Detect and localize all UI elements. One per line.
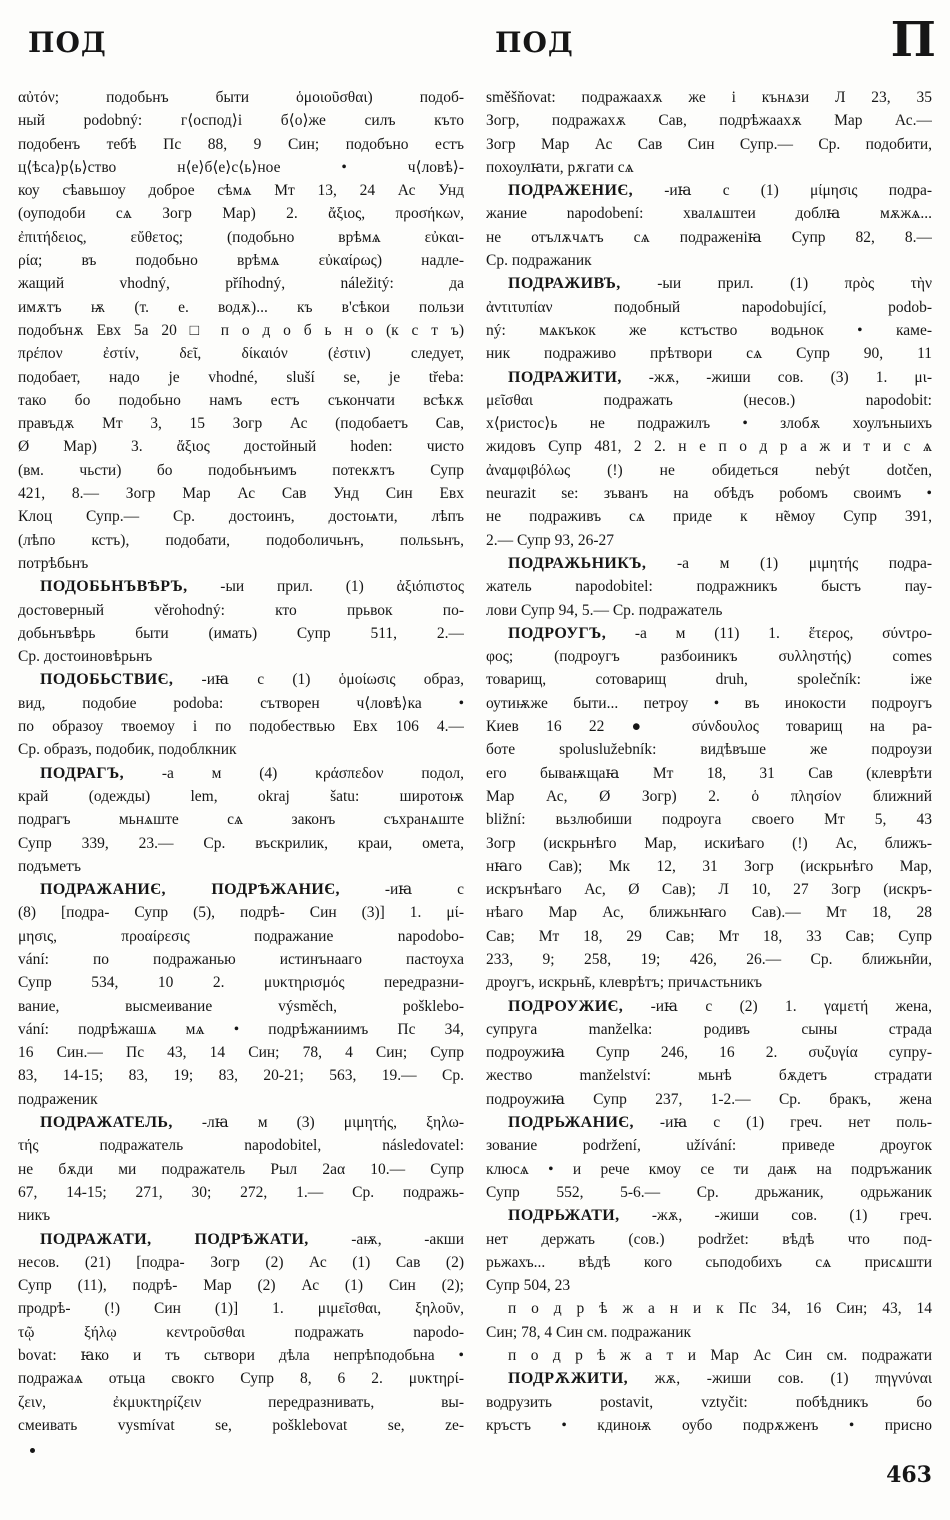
headword: ПОДРАЖЕНИЄ, — [508, 182, 634, 200]
text-line: подрагъ мьнѧште сѧ законъ съхранѧште — [18, 811, 464, 829]
text-line: жатель napodobitel: подражникъ быстъ пау- — [486, 578, 932, 596]
text-line: не отълѫчѧтъ сѧ подраженіꙗ Супр 82, 8.— — [486, 228, 932, 246]
text-line: πρέπον ἐστίν, δεῖ, δίκαιόν (ἐστιν) следует, — [18, 345, 464, 363]
text-line: достоверный věrohodný: кто прьвок по- — [18, 601, 464, 619]
text-line: ζειν, ἐκμυκτηρίζειν передразнивать, вы- — [18, 1393, 464, 1411]
text-line: Зогр, подражахѫ Сав, подрѣжаахѫ Мар Ас.— — [486, 112, 932, 130]
headword: ПОДРАГЪ, — [40, 764, 125, 782]
text-line: Супр (11), подрѣ- Мар (2) Ас (1) Син (2); — [18, 1277, 464, 1295]
entry-headword-line: ПОДРОУГЪ, -а м (11) 1. ἕτερος, σύντρο- — [508, 624, 932, 642]
text-line: ἀντιτυπίαν подобный napodobující, podob- — [486, 298, 932, 316]
page-number: 463 — [886, 1462, 932, 1488]
text-line: не подраживъ сѧ приде к н̃емоу Супр 391, — [486, 508, 932, 526]
text-line: Зогр (искрьнѣго Мар, искиѣаго (!) Ас, ближъ- — [486, 834, 932, 852]
headword: ПОДРЬЖАТИ, — [508, 1207, 620, 1225]
text-line: п о д р ѣ ж а т и Мар Ас Син см. подражати — [508, 1347, 932, 1365]
text-line: кръстъ • кдиноѭ оубо подрѫженъ • присно — [486, 1416, 932, 1434]
text-line: товарищ, сотоварищ druh, společník: іже — [486, 671, 932, 689]
text-line: похоулꙗти, рѫгати сѧ — [486, 158, 634, 176]
text-line: дроугъ, искрьн̃ь, клеврѣтъ; причѧстьникъ — [486, 974, 763, 992]
text-line: подроужиꙗ Супр 246, 16 2. συζυγία супру- — [486, 1044, 932, 1062]
text-line: Ср. образъ, подобик, подоблкник — [18, 741, 237, 759]
text-column-right — [486, 86, 932, 1437]
entry-headword-line: ПОДОБЬНЪВѢРЪ, -ыи прил. (1) ἀξιόπιστος — [40, 578, 464, 596]
text-line: směšňovat: подражаахѫ же і кънѧзи Л 23, 35 — [486, 89, 932, 106]
text-line: рьжахъ... вѣдѣ кого сьподобихъ сѧ присѧшти — [486, 1253, 932, 1271]
text-line: нет держать (сов.) podržet: вѣдѣ что под- — [486, 1230, 932, 1248]
running-title-left: ПОД — [28, 26, 107, 59]
text-line: Зогр Мар Ас Сав Син Супр.— Ср. подобити, — [486, 135, 932, 153]
text-line: 83, 14-15; 83, 19; 83, 20-21; 563, 19.— Ср. — [18, 1067, 464, 1085]
headword: ПОДРѪЖИТИ, — [508, 1370, 629, 1388]
text-line: искрънѣаго Ас, Ø Сав); Л 10, 27 Зогр (искръ- — [486, 881, 932, 899]
text-line: (8) [подра- Супр (5), подрѣ- Син (3)] 1. μί- — [18, 904, 464, 922]
text-line: 233, 9; 258, 19; 426, 26.— Ср. ближьн̃ии, — [486, 950, 932, 968]
entry-headword-line: ПОДРАЖИВЪ, -ыи прил. (1) πρὸς τὴν — [508, 275, 932, 293]
text-line: ἀναμφιβόλως (!) не обидеться nebýt dotčen, — [486, 461, 932, 479]
entry-headword-line: ПОДРАЖЬНИКЪ, -а м (1) μιμητής подра- — [508, 554, 932, 572]
headword: ПОДОБЬНЪВѢРЪ, — [40, 578, 188, 596]
text-line: bližní: вьзлюбиши подроуга своего Мт 5, 43 — [486, 811, 932, 829]
text-line: потрѣбьнъ — [18, 554, 89, 572]
text-line: ц⟨ѣса⟩р⟨ь⟩ство н⟨е⟩б⟨е⟩с⟨ь⟩ное • ч⟨ловѣ⟩- — [18, 158, 464, 176]
headword: ПОДРАЖИВЪ, — [508, 275, 621, 293]
headword: ПОДРАЖАНИЄ, ПОДРѢЖАНИЄ, — [40, 881, 340, 899]
text-line: никъ — [18, 1207, 51, 1225]
text-line: добьнъвѣрь быти (имать) Супр 511, 2.— — [18, 624, 464, 642]
text-line: край (одежды) lem, okraj šatu: широтоѭ — [18, 787, 464, 805]
text-line: (лѣпо кстъ), подобати, подоболичьнъ, польѕьнъ, — [18, 531, 464, 549]
text-line: нѣаго Мар Ас, ближьнꙗго Сав).— Мт 18, 28 — [486, 904, 932, 922]
text-line: подражаѧ отьца свокго Супр 8, 6 2. μυκτηρί- — [18, 1370, 464, 1388]
entry-headword-line: ПОДРАЖАТИ, ПОДРѢЖАТИ, -аѭ, -акши — [40, 1230, 464, 1248]
text-line: подобънѫ Евх 5а 20 □ п о д о б ь н о (к с т ъ) — [18, 321, 464, 339]
text-column-left — [18, 86, 464, 1437]
text-line: 2.— Супр 93, 26-27 — [486, 531, 615, 549]
text-line: подобенъ тебѣ Пс 88, 9 Син; подобъно естъ — [18, 135, 464, 153]
text-line: Син; 78, 4 Син см. подражаник — [486, 1323, 692, 1341]
text-line: μεῖσθαι подражать (несов.) napodobit: — [486, 391, 932, 409]
text-line: продрѣ- (!) Син (1)] 1. μιμεῖσθαι, ξηλοῦν, — [18, 1300, 464, 1318]
text-line: Киев 16 22 ● σύνδουλος товарищ на ра- — [486, 718, 932, 736]
ink-dot-artifact — [30, 1448, 35, 1453]
headword: ПОДОБЬСТВИЄ, — [40, 671, 174, 689]
text-line: ник подраживо прѣтвори сѧ Супр 90, 11 — [486, 345, 932, 363]
text-line: Сав; Мт 18, 29 Сав; Мт 18, 33 Сав; Супр — [486, 927, 932, 945]
text-line: Супр 552, 5-6.— Ср. дрьжаник, одрьжаник — [486, 1183, 932, 1201]
text-line: Супр 339, 23.— Ср. въскрилик, краи, омета, — [18, 834, 464, 852]
text-line: не бѫди ми подражатель Рыл 2аα 10.— Супр — [18, 1160, 464, 1178]
text-line: Ср. подражаник — [486, 252, 592, 270]
text-line: боте spoluslužebník: видѣвъше же подроузи — [486, 741, 932, 759]
entry-headword-line: ПОДРЬЖАНИЄ, -иꙗ с (1) греч. нет поль- — [508, 1114, 932, 1132]
entry-headword-line: ПОДРАГЪ, -а м (4) κράσπεδον подол, — [40, 764, 464, 782]
text-line: вид, подобие podoba: сътворен ч⟨ловѣ⟩ка • — [18, 694, 464, 712]
text-line: супруга manželka: родивъ сыны страда — [486, 1020, 932, 1038]
text-line: жащий vhodný, příhodný, náležitý: да — [18, 275, 464, 293]
text-line: Супр 504, 23 — [486, 1277, 571, 1295]
text-line: имѫтъ ѭ (т. е. водѫ)... къ в'сѣкои пользи — [18, 298, 464, 316]
text-line: п о д р ѣ ж а н и к Пс 34, 16 Син; 43, 14 — [508, 1300, 932, 1318]
text-line: (оуподоби сѧ Зогр Мар) 2. ἄξιος, προσήκων, — [18, 205, 464, 223]
text-line: подраженик — [18, 1090, 98, 1108]
entry-headword-line: ПОДРЬЖАТИ, -жѫ, -жиши сов. (1) греч. — [508, 1207, 932, 1225]
text-line: смеивать vysmívat se, pošklebovat se, ze- — [18, 1416, 464, 1434]
text-line: ный podobný: г⟨оспод⟩і б⟨о⟩же силъ къто — [18, 112, 464, 130]
headword: ПОДРОУЖИЄ, — [508, 997, 624, 1015]
text-line: ný: мѧкъкок же кстъство водьнок • каме- — [486, 321, 932, 339]
text-line: vání: подрѣжашѧ мѧ • подрѣжаниимъ Пс 34, — [18, 1020, 464, 1038]
entry-headword-line: ПОДРАЖАТЕЛЬ, -лꙗ м (3) μιμητής, ξηλω- — [40, 1114, 464, 1132]
text-line: vání: по подражанью истинънааго пастоуха — [18, 950, 464, 968]
text-line: коу сѣавьшоу доброе сѣмѧ Мт 13, 24 Ас Унд — [18, 182, 464, 200]
entry-headword-line: ПОДРАЖИТИ, -жѫ, -жиши сов. (3) 1. μι- — [508, 368, 932, 386]
text-line: Ср. достоиновѣрьнъ — [18, 648, 153, 666]
text-line: правъдѫ Мт 3, 15 Зогр Ас (подобаетъ Сав, — [18, 415, 464, 433]
entry-headword-line: ПОДРѪЖИТИ, жѫ, -жиши сов. (1) πηγνύναι — [508, 1370, 932, 1388]
text-line: жидовъ Супр 481, 2 2. н е п о д р а ж и т и с ѧ — [486, 438, 932, 456]
text-line: его бываѭщаꙗ Мт 18, 31 Сав (клеврѣти — [486, 764, 932, 782]
text-line: тако бо подобьно намъ естъ съкончати всѣкѫ — [18, 391, 464, 409]
text-line: 421, 8.— Зогр Мар Ас Сав Унд Син Евх — [18, 485, 464, 503]
text-line: bovat: ꙗко и тъ сьтвори дѣла непрѣподобьна • — [18, 1347, 464, 1365]
text-line: по образоу твоемоу і по подобествью Евх 106 4.— — [18, 718, 464, 736]
text-line: подроужиꙗ Супр 237, 1-2.— Ср. бракъ, жена — [486, 1090, 932, 1108]
text-line: Супр 534, 10 2. μυκτηρισμός передразни- — [18, 974, 464, 992]
text-line: 67, 14-15; 271, 30; 272, 1.— Ср. подражь- — [18, 1183, 464, 1201]
text-line: вание, высмеивание výsměch, pošklebo- — [18, 997, 464, 1015]
text-line: τής подражатель napodobitel, následovatel: — [18, 1137, 464, 1155]
text-line: αὐτόν; подобьнъ быти ὁμοιοῦσθαι) подоб- — [18, 89, 464, 106]
text-line: Клоц Супр.— Ср. достоинъ, достоѩти, лѣпъ — [18, 508, 464, 526]
text-line: ρία; въ подобьно врѣмѧ εὐκαίρως) надле- — [18, 252, 464, 270]
text-line: оутиѭже быти... петроу • въ инокости подроугъ — [486, 694, 932, 712]
entry-headword-line: ПОДРОУЖИЄ, -иꙗ с (2) 1. γαμετή жена, — [508, 997, 932, 1015]
text-line: μησις, προαίρεσις подражание napodobo- — [18, 927, 464, 945]
headword: ПОДРАЖИТИ, — [508, 368, 622, 386]
headword: ПОДРЬЖАНИЄ, — [508, 1114, 634, 1132]
text-line: Ø Мар) 3. ἄξιος достойный hoden: чисто — [18, 438, 464, 456]
headword: ПОДРАЖЬНИКЪ, — [508, 554, 647, 572]
text-line: несов. (21) [подра- Зогр (2) Ас (1) Сав (2) — [18, 1253, 464, 1271]
text-line: 16 Син.— Пс 43, 14 Син; 78, 4 Син; Супр — [18, 1044, 464, 1062]
text-line: Мар Ас, Ø Зогр) 2. ὁ πλησίον ближний — [486, 787, 932, 805]
text-line: жество manželství: мьнѣ бѫдетъ страдати — [486, 1067, 932, 1085]
text-line: х⟨ристос⟩ь не подражилъ • злобѫ хоулъныихъ — [486, 415, 932, 433]
text-line: подъметъ — [18, 857, 81, 875]
text-line: ἐπιτήδειος, εὔθετος; (подобьно врѣмѧ εὐκαι- — [18, 228, 464, 246]
text-line: зование podržení, užívání: приведе дроугок — [486, 1137, 932, 1155]
running-title-center: ПОД — [495, 26, 574, 59]
text-line: водрузить postavit, vztyčit: побѣдникъ бо — [486, 1393, 932, 1411]
text-line: neurazit se: зъванъ на обѣдъ робомъ своимъ • — [486, 485, 932, 503]
text-line: жание napodobení: хвалѧштеи доблꙗ мѫжѧ... — [486, 205, 932, 223]
text-line: φος; (подроугъ разбоиникъ συλληστής) comes — [486, 648, 932, 666]
headword: ПОДРОУГЪ, — [508, 624, 607, 642]
text-line: (вм. чьсти) бо подобьнъимъ потекѫтъ Супр — [18, 461, 464, 479]
entry-headword-line: ПОДРАЖАНИЄ, ПОДРѢЖАНИЄ, -иꙗ с — [40, 881, 464, 899]
text-line: τῷ ξήλῳ κεντροῦσθαι подражать napodo- — [18, 1323, 464, 1341]
entry-headword-line: ПОДРАЖЕНИЄ, -иꙗ с (1) μίμησις подра- — [508, 182, 932, 200]
headword: ПОДРАЖАТЕЛЬ, — [40, 1114, 173, 1132]
entry-headword-line: ПОДОБЬСТВИЄ, -иꙗ с (1) ὁμοίωσις образ, — [40, 671, 464, 689]
section-letter: П — [890, 12, 936, 68]
text-line: лови Супр 94, 5.— Ср. подражатель — [486, 601, 723, 619]
text-line: клюсѧ • и рече кмоу се ти даѭ на подръжаник — [486, 1160, 932, 1178]
text-line: нꙗго Сав); Мк 12, 31 Зогр (искрьнѣго Мар, — [486, 857, 932, 875]
text-line: подобает, надо je vhodné, sluší se, je třeba: — [18, 368, 464, 386]
headword: ПОДРАЖАТИ, ПОДРѢЖАТИ, — [40, 1230, 309, 1248]
